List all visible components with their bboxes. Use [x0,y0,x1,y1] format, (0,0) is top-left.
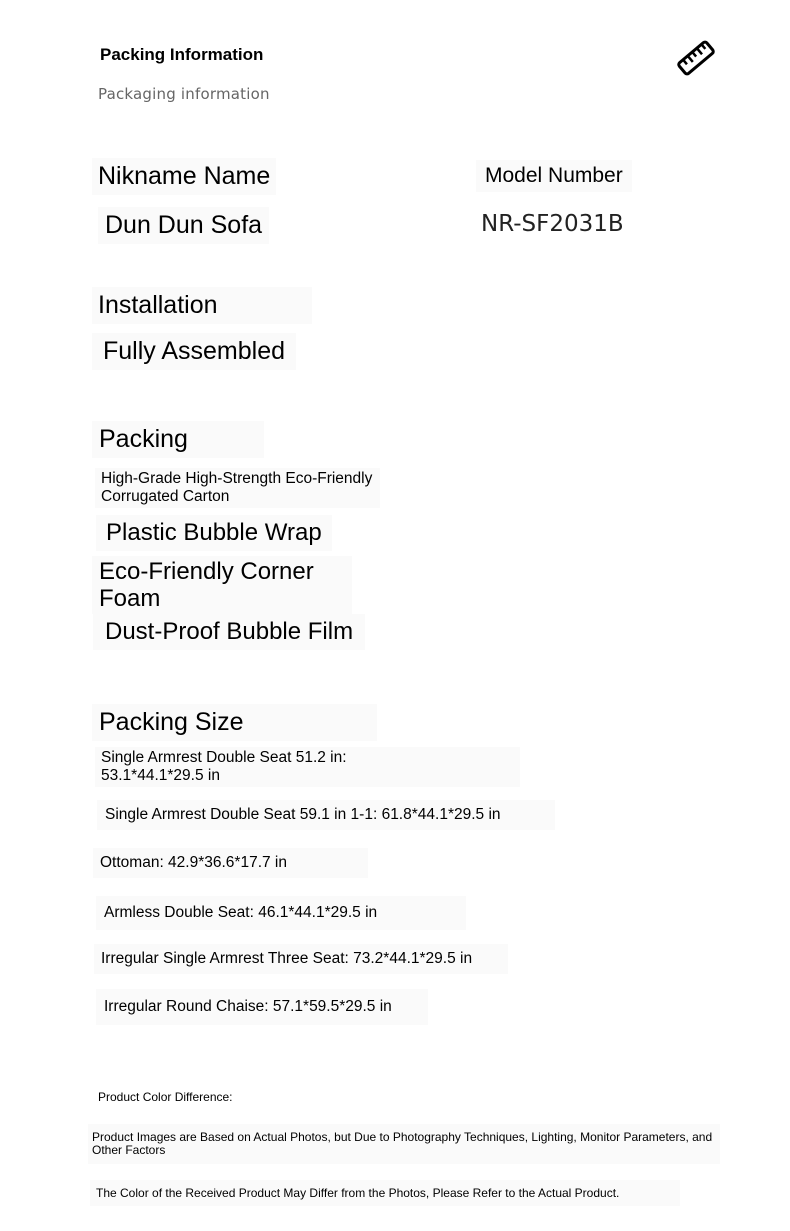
ruler-icon [674,38,718,78]
packing-size-text: Single Armrest Double Seat 51.2 in: 53.1*44.1*29.5 in [101,749,347,784]
installation-label: Installation [92,287,312,324]
packing-size-item: Single Armrest Double Seat 59.1 in 1-1: 61.8*44.1*29.5 in [97,800,555,830]
packing-item-bubble-wrap: Plastic Bubble Wrap [96,515,332,551]
packing-size-item: Irregular Round Chaise: 57.1*59.5*29.5 in [96,989,428,1025]
packing-size-label: Packing Size [92,704,377,741]
color-difference-title: Product Color Difference: [98,1090,233,1104]
packing-item-bubble-film: Dust-Proof Bubble Film [93,614,365,650]
packing-item-carton: High-Grade High-Strength Eco-Friendly Corrugated Carton [95,468,380,508]
packing-size-item: Ottoman: 42.9*36.6*17.7 in [93,848,368,878]
packing-size-item: Irregular Single Armrest Three Seat: 73.2*44.1*29.5 in [94,944,508,974]
model-number-label: Model Number [476,160,632,192]
model-number-value: NR-SF2031B [481,211,624,237]
page-subtitle: Packaging information [98,85,270,103]
packing-item-corner-foam: Eco-Friendly Corner Foam [92,556,352,614]
packing-label: Packing [92,421,264,458]
installation-value: Fully Assembled [92,333,296,370]
color-difference-note: The Color of the Received Product May Differ from the Photos, Please Refer to the Actual Product. [90,1180,680,1206]
packing-size-item [95,747,520,787]
nickname-value: Dun Dun Sofa [98,207,269,244]
color-difference-note: Product Images are Based on Actual Photos, but Due to Photography Techniques, Lighting, Monitor Parameters, and Other Factors [88,1124,720,1164]
packing-size-item: Armless Double Seat: 46.1*44.1*29.5 in [96,896,466,930]
page-title: Packing Information [100,45,264,64]
nickname-label: Nikname Name [92,158,276,195]
